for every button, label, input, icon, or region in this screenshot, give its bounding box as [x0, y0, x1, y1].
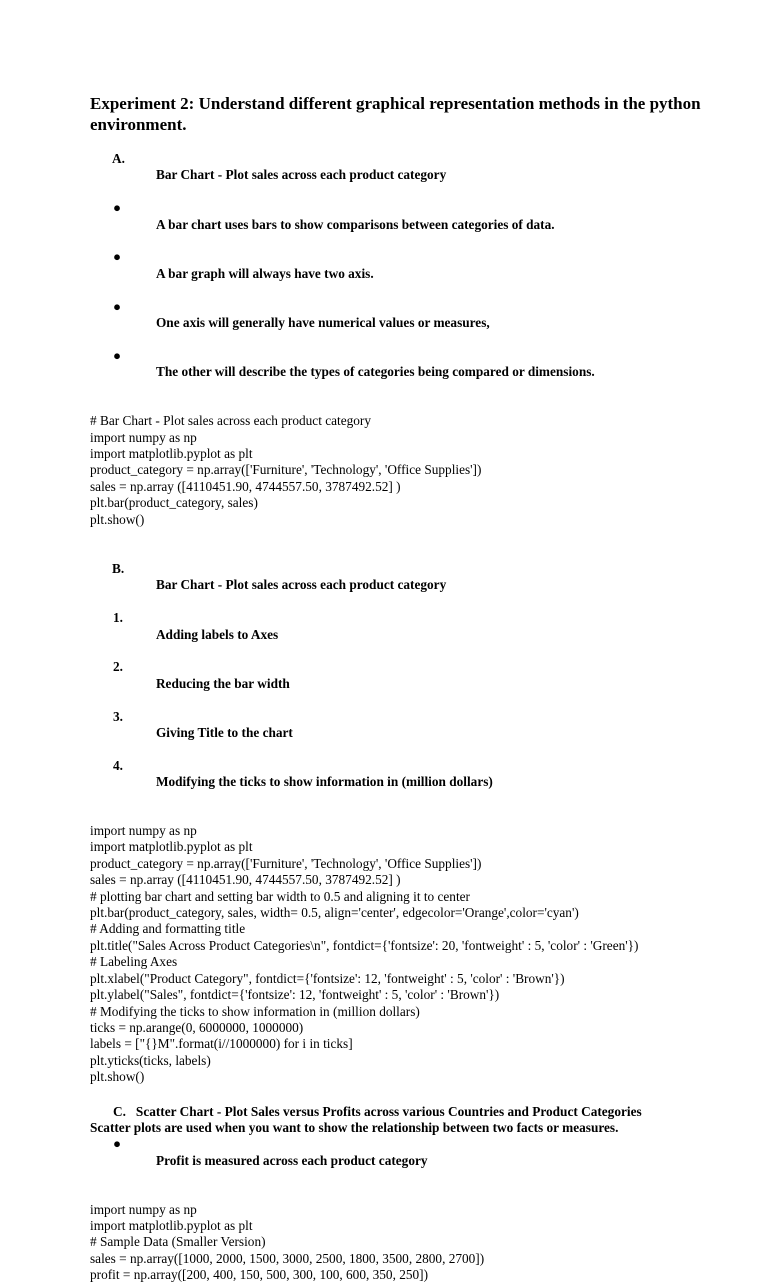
item-text: Adding labels to Axes [155, 626, 279, 642]
code-line: ticks = np.arange(0, 6000000, 1000000) [90, 1019, 304, 1035]
code-line: sales = np.array([1000, 2000, 1500, 3000, 2500, 1800, 3500, 2800, 2700]) [90, 1250, 485, 1266]
section-c-heading-text: Scatter Chart - Plot Sales versus Profits across various Countries and Product Categories [135, 1103, 642, 1119]
section-c-heading-line [90, 1104, 730, 1120]
code-line: # Modifying the ticks to show information in (million dollars) [90, 1003, 420, 1019]
code-line: import numpy as np [90, 1201, 197, 1217]
code-line: # Labeling Axes [90, 954, 178, 970]
code-line: sales = np.array ([4110451.90, 4744557.50, 3787492.52] ) [90, 872, 401, 888]
bullet-text: The other will describe the types of categories being compared or dimensions. [155, 364, 595, 380]
section-a-heading-text: Bar Chart - Plot sales across each product category [155, 167, 447, 183]
section-b-marker: B. [112, 560, 125, 576]
item-text: Reducing the bar width [155, 675, 290, 691]
code-line: import matplotlib.pyplot as plt [90, 1217, 253, 1233]
section-a-bullet [90, 200, 730, 249]
section-c-subheading: Scatter plots are used when you want to show the relationship between two facts or measures. [90, 1119, 619, 1135]
code-line: # plotting bar chart and setting bar width to 0.5 and aligning it to center [90, 888, 470, 904]
item-number: 4. [113, 757, 123, 773]
item-text: Giving Title to the chart [155, 725, 293, 740]
code-line: import matplotlib.pyplot as plt [90, 839, 253, 855]
section-a-bullet [90, 249, 730, 298]
code-line: # Bar Chart - Plot sales across each product category [90, 413, 371, 429]
section-c [90, 1104, 730, 1284]
code-line: sales = np.array ([4110451.90, 4744557.50, 3787492.52] ) [90, 478, 401, 494]
code-line: # Adding and formatting title [90, 921, 246, 937]
section-c-bullet [90, 1136, 730, 1185]
code-line: import numpy as np [90, 823, 197, 839]
bullet-text: One axis will generally have numerical values or measures, [155, 315, 490, 331]
bullet-icon: ● [113, 298, 122, 314]
code-line: # Sample Data (Smaller Version) [90, 1234, 266, 1250]
code-line: plt.xlabel("Product Category", fontdict={'fontsize': 12, 'fontweight' : 5, 'color' : 'Brown'}) [90, 970, 565, 986]
section-a-code [90, 413, 730, 528]
item-number: 1. [113, 610, 123, 626]
section-b-code [90, 823, 730, 1086]
section-c-marker: C. [113, 1103, 126, 1119]
section-b-item [90, 659, 730, 708]
section-a-marker: A. [112, 151, 125, 166]
code-line: profit = np.array([200, 400, 150, 500, 300, 100, 600, 350, 250]) [90, 1267, 429, 1283]
item-number: 3. [113, 708, 123, 724]
section-a [90, 151, 730, 528]
bullet-text: A bar graph will always have two axis. [155, 265, 374, 281]
section-a-heading [90, 151, 730, 200]
code-line: plt.ylabel("Sales", fontdict={'fontsize': 12, 'fontweight' : 5, 'color' : 'Brown'}) [90, 987, 500, 1003]
code-line: plt.show() [90, 1069, 145, 1085]
experiment-title: Experiment 2: Understand different graphical representation methods in the python environment. [90, 94, 701, 134]
section-c-code [90, 1202, 730, 1284]
code-line: plt.bar(product_category, sales) [90, 495, 258, 511]
bullet-text: Profit is measured across each product category [155, 1152, 428, 1168]
section-b [90, 561, 730, 1086]
code-line: labels = ["{}M".format(i//1000000) for i in ticks] [90, 1036, 353, 1052]
section-b-heading-text: Bar Chart - Plot sales across each product category [155, 577, 447, 593]
item-text: Modifying the ticks to show information in (million dollars) [155, 774, 493, 790]
code-line: import numpy as np [90, 429, 197, 445]
bullet-icon: ● [113, 200, 122, 216]
section-b-item [90, 709, 730, 758]
section-b-item [90, 610, 730, 659]
section-b-item [90, 758, 730, 807]
section-c-heading [90, 1104, 730, 1137]
item-number: 2. [113, 659, 123, 675]
code-line: import matplotlib.pyplot as plt [90, 445, 253, 461]
section-b-heading [90, 561, 730, 610]
code-line: plt.title("Sales Across Product Categories\n", fontdict={'fontsize': 20, 'fontweight' : 5, 'color' : 'Green'}) [90, 937, 639, 953]
section-a-bullet [90, 348, 730, 397]
bullet-icon: ● [113, 347, 122, 363]
code-line: plt.show() [90, 511, 145, 527]
bullet-icon: ● [113, 249, 122, 265]
document-page [90, 93, 730, 1284]
bullet-text: A bar chart uses bars to show comparisons between categories of data. [155, 216, 555, 232]
code-line: plt.yticks(ticks, labels) [90, 1052, 211, 1068]
code-line: product_category = np.array(['Furniture', 'Technology', 'Office Supplies']) [90, 855, 482, 871]
code-line: product_category = np.array(['Furniture', 'Technology', 'Office Supplies']) [90, 462, 482, 478]
code-line: plt.bar(product_category, sales, width= 0.5, align='center', edgecolor='Orange',color='cyan') [90, 905, 579, 921]
section-a-bullet [90, 299, 730, 348]
bullet-icon: ● [113, 1136, 122, 1152]
